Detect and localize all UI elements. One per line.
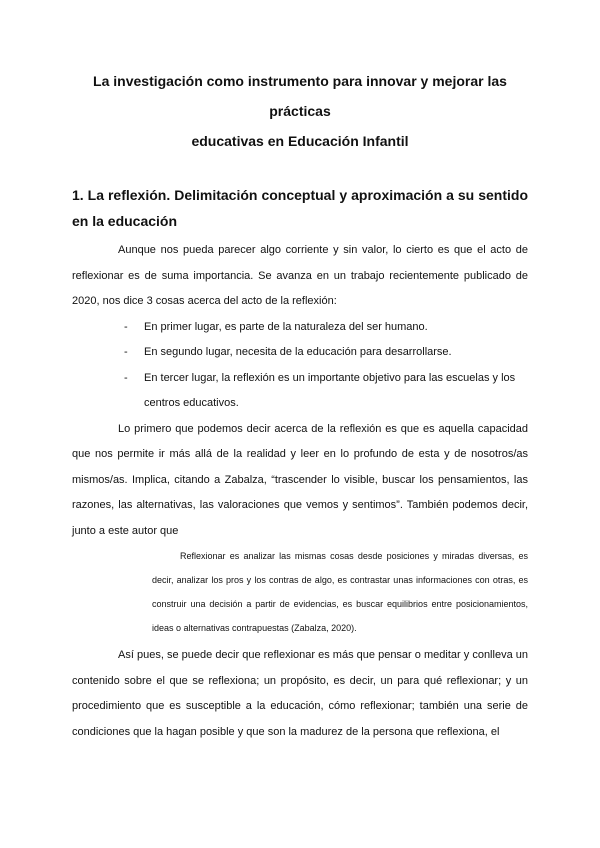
block-quote: Reflexionar es analizar las mismas cosas desde posiciones y miradas diversas, es decir, analizar los pros y los contras de algo, es contrastar unas informaciones con otras, es construir una decisión a partir de evidencias, es buscar equilibrios entre posicionamientos, ideas o alternativas contrapuestas (Zabalza, 2020). <box>152 551 528 633</box>
list-dash-marker: - <box>124 371 128 384</box>
title-line-1: La investigación como instrumento para innovar y mejorar las prácticas <box>93 73 507 119</box>
list-item <box>124 366 528 417</box>
paragraph-definition: Lo primero que podemos decir acerca de la reflexión es que es aquella capacidad que nos permite ir más allá de la realidad y leer en lo profundo de esta y de nosotros/as mismos/as. Implica, citando a Zabalza, “trascender lo visible, buscar los pensamientos, las razones, las alternativas, las valoraciones que vemos y sentimos”. También podemos decir, junto a este autor que <box>72 422 528 537</box>
list-dash-marker: - <box>124 320 128 333</box>
section-heading: 1. La reflexión. Delimitación conceptual y aproximación a su sentido en la educación <box>72 187 528 229</box>
list-item <box>124 315 528 341</box>
list-item <box>124 340 528 366</box>
list-dash-marker: - <box>124 346 128 358</box>
document-title <box>72 66 528 156</box>
paragraph-intro: Aunque nos pueda parecer algo corriente y sin valor, lo cierto es que el acto de reflexionar es de suma importancia. Se avanza en un trabajo recientemente publicado de 2020, nos dice 3 cosas acerca del acto de la reflexión: <box>72 244 528 307</box>
list-item-text: En primer lugar, es parte de la naturaleza del ser humano. <box>144 320 428 333</box>
paragraph-conclusion: Así pues, se puede decir que reflexionar es más que pensar o meditar y conlleva un contenido sobre el que se reflexiona; un propósito, es decir, un para qué reflexionar; y un procedimiento que es susceptible a la educación, cómo reflexionar; también una serie de condiciones que la hagan posible y que son la madurez de la persona que reflexiona, el <box>72 649 528 738</box>
list-item-text: En segundo lugar, necesita de la educación para desarrollarse. <box>144 346 452 358</box>
reflection-list <box>72 315 528 417</box>
list-item-text: En tercer lugar, la reflexión es un importante objetivo para las escuelas y los centros educativos. <box>144 371 516 409</box>
title-line-2: educativas en Educación Infantil <box>191 133 409 149</box>
